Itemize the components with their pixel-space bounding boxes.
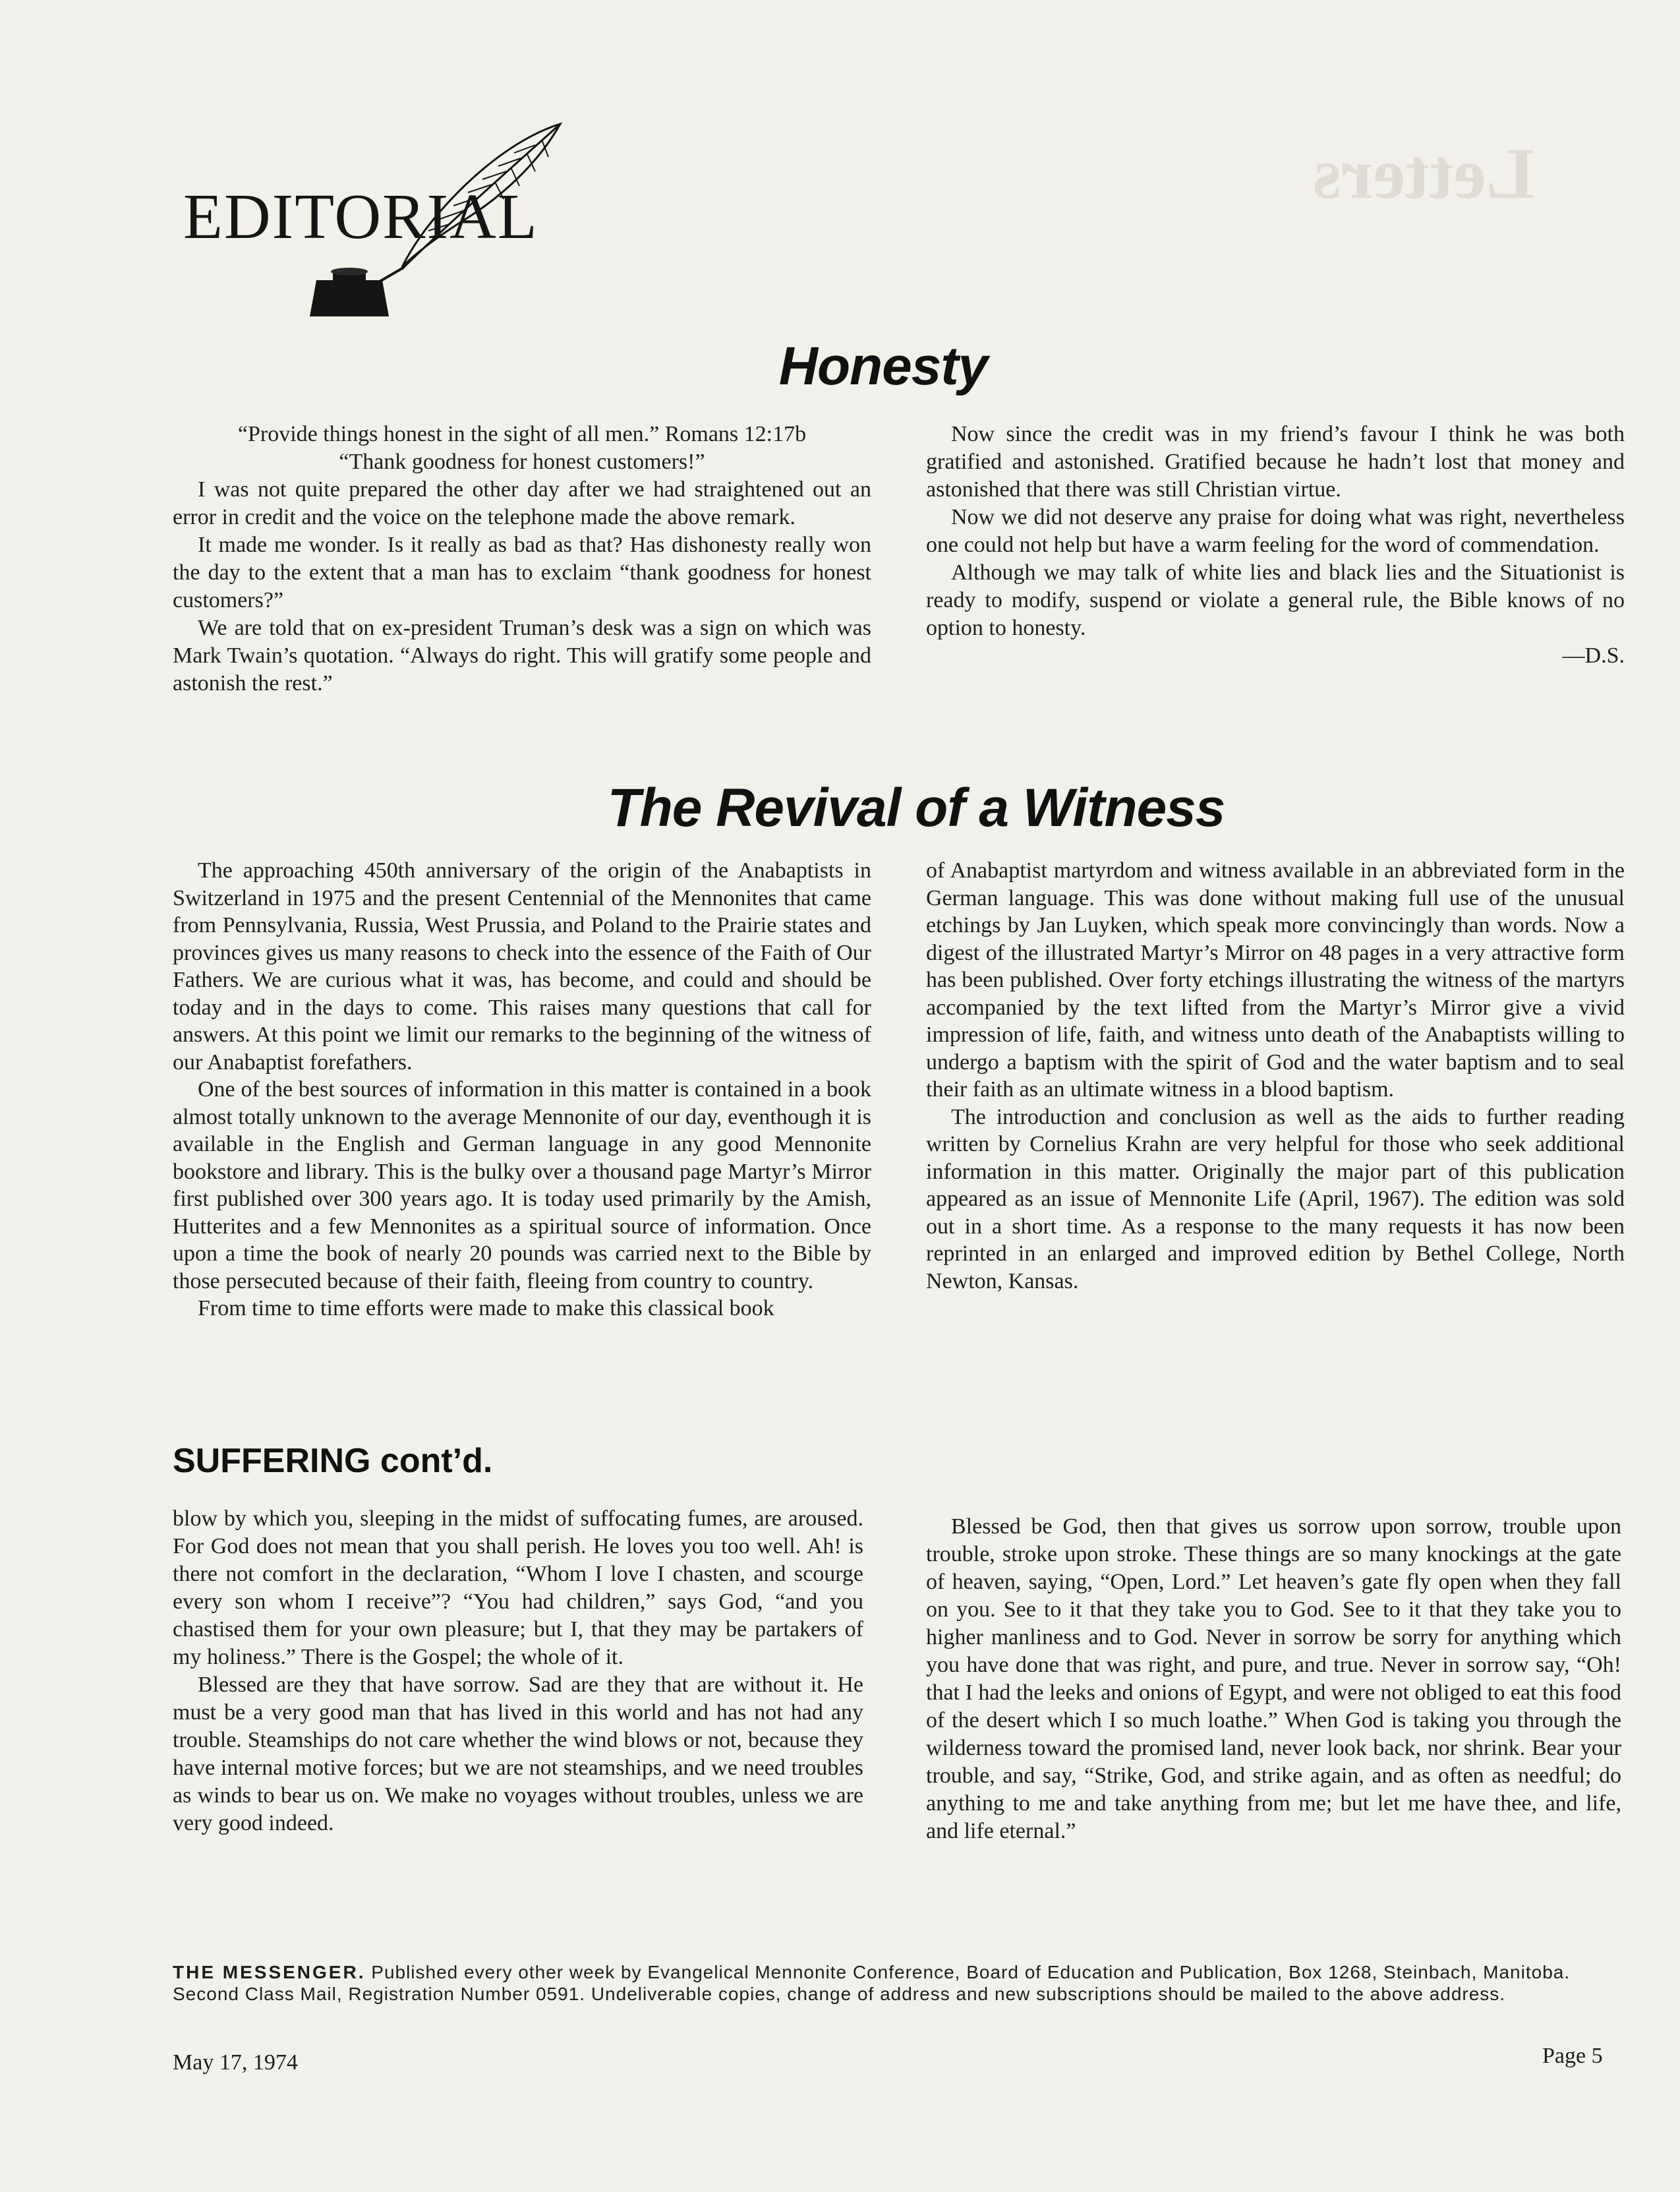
suffering-heading: SUFFERING cont’d. <box>173 1442 493 1480</box>
paragraph: The introduction and conclusion as well as the aids to further reading written by Cornelius Krahn are very helpful for those who seek additional information in this matter. Originally the major part of this publication appeared as an issue of Mennonite Life (April, 1967). The edition was sold out in a short time. As a response to the many requests it has now been reprinted in an enlarged and improved edition by Bethel College, North Newton, Kansas. <box>926 1104 1625 1293</box>
honesty-title: Honesty <box>778 336 988 396</box>
signature: —D.S. <box>1562 643 1625 668</box>
customer-quote: “Thank goodness for honest customers!” <box>339 450 705 474</box>
bleed-through-heading: Letters <box>1313 133 1534 214</box>
paragraph: The approaching 450th anniversary of the origin of the Anabaptists in Switzerland in 1975 and the present Centennial of the Mennonites that came from Pennsylvania, Russia, West Prussia, and Poland to the Prairie states and provinces gives us many reasons to check into the essence of the Faith of Our Fathers. We are curious what it was, has become, and could and should be today and in the days to come. This raises many questions that call for answers. At this point we limit our remarks to the beginning of the witness of our Anabaptist forefathers. <box>173 858 871 1075</box>
publication-name: THE MESSENGER. <box>173 1962 366 1982</box>
suffering-right-column <box>926 1513 1621 1845</box>
publication-notice <box>173 1961 1623 2005</box>
paragraph: Blessed are they that have sorrow. Sad are they that are without it. He must be a very good man that has lived in this world and has not had any trouble. Steamships do not care whether the wind blows or not, because they have internal motive forces; but we are not steamships, and we need troubles as winds to bear us on. We make no voyages without troubles, unless we are very good indeed. <box>173 1673 863 1835</box>
honesty-left-column <box>173 421 871 697</box>
paragraph: From time to time efforts were made to make this classical book <box>198 1296 774 1320</box>
revival-left-column <box>173 857 871 1322</box>
page-number: Page 5 <box>1542 2044 1603 2068</box>
honesty-right-column <box>926 421 1625 670</box>
suffering-left-column <box>173 1505 863 1837</box>
paragraph: It made me wonder. Is it really as bad as that? Has dishonesty really won the day to the extent that a man has to exclaim “thank goodness for honest customers?” <box>173 533 871 612</box>
publication-details: Published every other week by Evangelical Mennonite Conference, Board of Education and Publication, Box 1268, Steinbach, Manitoba. Second Class Mail, Registration Number 0591. Undeliverable copies, change of address and new subscriptions should be mailed to the above address. <box>173 1962 1571 2004</box>
paragraph: Blessed be God, then that gives us sorrow upon sorrow, trouble upon trouble, stroke upon stroke. These things are so many knockings at the gate of heaven, saying, “Open, Lord.” Let heaven’s gate fly open when they fall on you. See to it that they take you to God. See to it that they take you to higher manliness and to God. Never in sorrow be sorry for anything which you have done that was right, and pure, and true. Never in sorrow say, “Oh! that I had the leeks and onions of Egypt, and were not obliged to eat this food of the desert which I so much loathe.” When God is taking you through the wilderness toward the promised land, never look back, nor shrink. Bear your trouble, and say, “Strike, God, and strike again, and as often as needful; do anything to me and take anything from me; but let me have thee, and life, and life eternal.” <box>926 1514 1621 1843</box>
issue-date: May 17, 1974 <box>173 2050 298 2075</box>
revival-title: The Revival of a Witness <box>607 778 1225 838</box>
editorial-masthead <box>178 119 587 330</box>
paragraph: Now we did not deserve any praise for doing what was right, nevertheless one could not help but have a warm feeling for the word of commendation. <box>926 505 1625 557</box>
editorial-label: EDITORIAL <box>183 181 538 252</box>
paragraph: I was not quite prepared the other day after we had straightened out an error in credit and the voice on the telephone made the above remark. <box>173 477 871 529</box>
paragraph: of Anabaptist martyrdom and witness available in an abbreviated form in the German language. This was done without making full use of the unusual etchings by Jan Luyken, which speak more convincingly than words. Now a digest of the illustrated Martyr’s Mirror on 48 pages in a very attractive form has been published. Over forty etchings illustrating the witness of the martyrs accompanied by the text lifted from the Martyr’s Mirror give a vivid impression of life, faith, and witness unto death of the Anabaptists willing to undergo a baptism with the spirit of God and the water baptism and to seal their faith as an ultimate witness in a blood baptism. <box>926 858 1625 1102</box>
revival-right-column <box>926 857 1625 1295</box>
paragraph: One of the best sources of information in this matter is contained in a book almost totally unknown to the average Mennonite of our day, eventhough it is available in the English and German language in any good Mennonite bookstore and library. This is the bulky over a thousand page Martyr’s Mirror first published over 300 years ago. It is today used primarily by the Amish, Hutterites and a few Mennonites as a spiritual source of information. Once upon a time the book of nearly 20 pounds was carried next to the Bible by those persecuted because of their faith, fleeing from country to country. <box>173 1077 871 1293</box>
paragraph: We are told that on ex-president Truman’s desk was a sign on which was Mark Twain’s quotation. “Always do right. This will gratify some people and astonish the rest.” <box>173 616 871 696</box>
paragraph: Although we may talk of white lies and black lies and the Situationist is ready to modify, suspend or violate a general rule, the Bible knows of no option to honesty. <box>926 560 1625 640</box>
paragraph: blow by which you, sleeping in the midst of suffocating fumes, are aroused. For God does not mean that you shall perish. He loves you too well. Ah! is there not comfort in the declaration, “Whom I love I chasten, and scourge every son whom I receive”? “You had children,” says God, “and you chastised them for your own pleasure; but I, that they may be partakers of my holiness.” There is the Gospel; the whole of it. <box>173 1506 863 1669</box>
scripture-quote: “Provide things honest in the sight of all men.” Romans 12:17b <box>237 422 807 446</box>
paragraph: Now since the credit was in my friend’s favour I think he was both gratified and astonished. Gratified because he hadn’t lost that money and astonished that there was still Christian virtue. <box>926 422 1625 502</box>
